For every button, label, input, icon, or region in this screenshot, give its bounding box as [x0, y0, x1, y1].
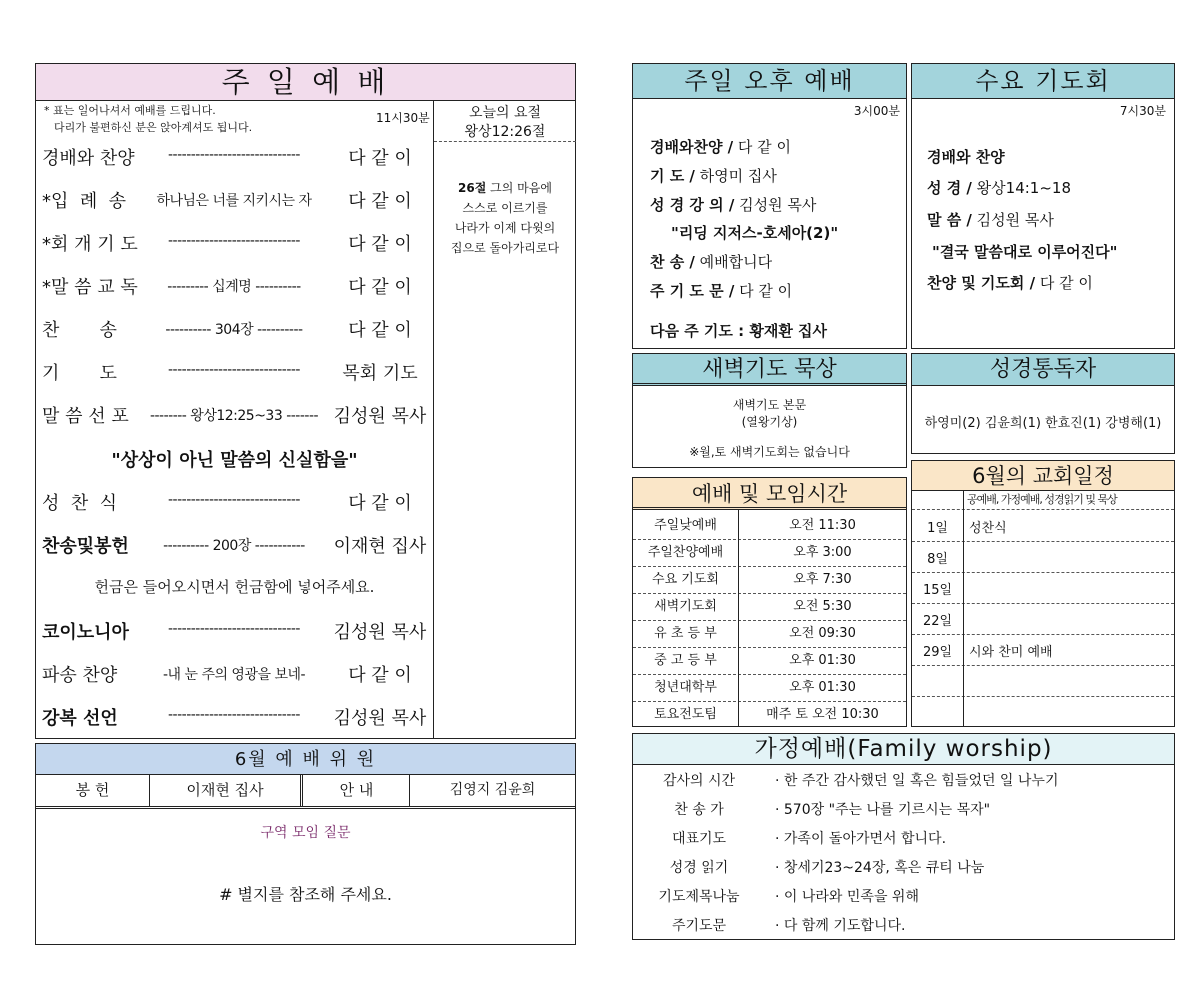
family-item-value: · 570장 "주는 나를 기르시는 목자" — [775, 802, 991, 818]
service-item-label: *말 씀 교 독 — [42, 277, 138, 298]
verse-line-3: 나라가 이제 다윗의 — [454, 221, 556, 235]
dawn-line-1: 새벽기도 본문 — [732, 398, 807, 412]
afternoon-label-2: 기 도 / — [650, 167, 695, 185]
service-item-leader: 김성원 목사 — [333, 406, 427, 427]
schedule-name: 토요전도팀 — [654, 707, 717, 722]
calendar-row-divider — [912, 696, 1174, 697]
verse-ref: 왕상12:26절 — [464, 124, 546, 140]
family-item-label: 기도제목나눔 — [658, 889, 740, 905]
service-item-detail: -내 눈 주의 영광을 보네- — [162, 667, 306, 683]
stand-note: * 표는 일어나셔서 예배를 드립니다. — [44, 104, 216, 117]
wednesday-subtitle: "결국 말씀대로 이루어진다" — [932, 243, 1118, 261]
afternoon-time: 3시00분 — [853, 104, 900, 118]
calendar-day: 29일 — [922, 645, 953, 660]
family-item-value: · 이 나라와 민족을 위해 — [775, 889, 919, 905]
family-item-label: 감사의 시간 — [662, 773, 736, 789]
meeting-schedule-panel — [632, 477, 907, 727]
wednesday-line-2 — [927, 177, 1071, 198]
afternoon-line-5 — [650, 251, 772, 272]
service-item-detail: ----------------------------- — [167, 233, 300, 249]
service-item-detail: ----------------------------- — [167, 147, 300, 163]
bible-readers-title: 성경통독자 — [912, 354, 1174, 386]
schedule-time: 매주 토 오전 10:30 — [766, 707, 879, 722]
afternoon-line-1 — [650, 136, 791, 157]
family-item-label: 성경 읽기 — [669, 860, 729, 876]
afternoon-label-6: 주 기 도 문 / — [650, 282, 735, 300]
wednesday-value-3: 김성원 목사 — [971, 211, 1054, 229]
family-item-label: 찬 송 가 — [674, 802, 724, 818]
wednesday-value-5: 다 같 이 — [1035, 274, 1093, 292]
bible-readers-names: 하영미(2) 김윤희(1) 한효진(1) 강병해(1) — [924, 416, 1162, 431]
family-item-label: 대표기도 — [671, 831, 727, 847]
meeting-schedule-title: 예배 및 모임시간 — [633, 478, 906, 510]
service-item-leader: 다 같 이 — [348, 277, 412, 298]
service-item-detail: ---------- 304장 ---------- — [165, 322, 303, 338]
next-week-prayer: 다음 주 기도 : 황재환 집사 — [650, 322, 828, 340]
calendar-column-divider — [963, 491, 964, 726]
bible-readers-panel — [911, 353, 1175, 454]
service-item-leader: 다 같 이 — [348, 191, 412, 212]
wednesday-prayer-title: 수요 기도회 — [912, 64, 1174, 99]
schedule-column-divider — [738, 510, 739, 726]
family-item-label: 주기도문 — [671, 918, 727, 934]
service-item-label: 경배와 찬양 — [42, 148, 135, 169]
service-item-label: 파송 찬양 — [42, 665, 118, 686]
wednesday-value-2: 왕상14:1~18 — [971, 179, 1071, 197]
verse-line-1 — [434, 178, 576, 198]
service-item-leader: 다 같 이 — [348, 665, 412, 686]
schedule-name: 새벽기도회 — [654, 599, 717, 614]
wednesday-label-5: 찬양 및 기도회 / — [927, 274, 1036, 292]
afternoon-value-1: 다 같 이 — [733, 138, 791, 156]
calendar-event: 성찬식 — [969, 521, 1007, 536]
service-item-leader: 목회 기도 — [342, 363, 418, 384]
service-item-detail: 하나님은 너를 지키시는 자 — [156, 193, 312, 209]
service-item-detail: -------- 왕상12:25~33 ------- — [149, 408, 319, 424]
verse-title: 오늘의 요절 — [468, 105, 542, 121]
family-item-value: · 가족이 돌아가면서 합니다. — [775, 831, 947, 847]
service-item-detail: ----------------------------- — [167, 492, 300, 508]
wednesday-prayer-panel — [911, 63, 1175, 349]
calendar-row-divider — [912, 572, 1174, 573]
calendar-event: 시와 찬미 예배 — [969, 645, 1053, 660]
schedule-name: 주일찬양예배 — [647, 545, 724, 560]
dawn-prayer-title: 새벽기도 묵상 — [633, 354, 906, 386]
calendar-row-divider — [912, 603, 1174, 604]
service-item-label: 말 씀 선 포 — [42, 406, 129, 427]
verse-text — [434, 178, 576, 258]
sunday-worship-panel — [35, 63, 576, 739]
wednesday-line-5 — [927, 272, 1093, 293]
service-item-leader: 김성원 목사 — [333, 622, 427, 643]
calendar-header: 공예배, 가정예배, 성경읽기 및 묵상 — [967, 493, 1117, 506]
wednesday-line-1: 경배와 찬양 — [927, 148, 1005, 166]
service-item-detail: ----------------------------- — [167, 362, 300, 378]
service-item-detail: ----------------------------- — [167, 621, 300, 637]
afternoon-line-3 — [650, 194, 816, 215]
sunday-time: 11시30분 — [376, 111, 430, 125]
service-item-label: *회 개 기 도 — [42, 234, 138, 255]
afternoon-line-6 — [650, 280, 792, 301]
service-item-leader: 다 같 이 — [348, 493, 412, 514]
service-item-label: 강복 선언 — [42, 708, 118, 729]
offering-name: 이재현 집사 — [150, 775, 303, 806]
sermon-title: "상상이 아닌 말씀의 신실함을" — [111, 450, 358, 471]
group-question-note: # 별지를 참조해 주세요. — [219, 885, 392, 904]
verse-bold: 26절 — [458, 181, 487, 195]
family-worship-panel — [632, 733, 1175, 940]
service-item-label: 찬송및봉헌 — [42, 536, 129, 557]
verse-divider — [434, 141, 576, 142]
schedule-name: 주일낮예배 — [654, 518, 717, 533]
schedule-time: 오후 3:00 — [793, 545, 852, 560]
verse-line-4: 집으로 돌아가리로다 — [450, 241, 560, 255]
service-item-detail: ---------- 200장 ----------- — [163, 538, 305, 554]
calendar-day: 1일 — [927, 521, 948, 536]
afternoon-subtitle: "리딩 지저스-호세아(2)" — [671, 224, 839, 242]
afternoon-value-5: 예배합니다 — [694, 253, 773, 271]
service-item-detail: ----------------------------- — [167, 707, 300, 723]
schedule-name: 중 고 등 부 — [654, 653, 717, 668]
service-item-leader: 다 같 이 — [348, 320, 412, 341]
committee-row — [36, 775, 575, 809]
schedule-name: 수요 기도회 — [652, 572, 719, 587]
calendar-day: 22일 — [922, 614, 953, 629]
schedule-time: 오후 01:30 — [789, 680, 856, 695]
schedule-name: 청년대학부 — [654, 680, 717, 695]
offering-note: 헌금은 들어오시면서 헌금함에 넣어주세요. — [94, 578, 375, 596]
service-item-label: *입 례 송 — [42, 191, 127, 212]
afternoon-label-3: 성 경 강 의 / — [650, 196, 735, 214]
wednesday-time: 7시30분 — [1119, 104, 1166, 118]
schedule-name: 유 초 등 부 — [654, 626, 717, 641]
wednesday-line-3 — [927, 209, 1054, 230]
sitting-note: 다리가 불편하신 분은 앉아계셔도 됩니다. — [54, 121, 253, 134]
calendar-day: 8일 — [927, 552, 948, 567]
service-item-label: 기 도 — [42, 363, 117, 384]
afternoon-label-5: 찬 송 / — [650, 253, 695, 271]
guide-label: 안 내 — [304, 775, 410, 806]
wednesday-label-2: 성 경 / — [927, 179, 972, 197]
schedule-time: 오후 7:30 — [793, 572, 852, 587]
committee-panel — [35, 743, 576, 945]
sunday-worship-title: 주 일 예 배 — [36, 64, 575, 101]
service-item-leader: 다 같 이 — [348, 148, 412, 169]
dawn-line-2: (열왕기상) — [741, 415, 798, 429]
offering-label: 봉 헌 — [36, 775, 150, 806]
committee-title: 6월 예 배 위 원 — [36, 744, 575, 775]
family-worship-title: 가정예배(Family worship) — [633, 734, 1174, 765]
schedule-time: 오전 5:30 — [793, 599, 852, 614]
service-item-label: 코이노니아 — [42, 622, 129, 643]
wednesday-label-3: 말 씀 / — [927, 211, 972, 229]
service-item-detail: --------- 십계명 ---------- — [167, 279, 301, 295]
church-calendar-title: 6월의 교회일정 — [912, 461, 1174, 491]
afternoon-worship-title: 주일 오후 예배 — [633, 64, 906, 99]
afternoon-value-3: 김성원 목사 — [734, 196, 817, 214]
family-item-value: · 다 함께 기도합니다. — [775, 918, 906, 934]
guide-names: 김영지 김윤희 — [449, 782, 536, 798]
afternoon-value-6: 다 같 이 — [734, 282, 793, 300]
verse-line-2: 스스로 이르기를 — [462, 201, 548, 215]
family-item-value: · 창세기23~24장, 혹은 큐티 나눔 — [775, 860, 985, 876]
afternoon-worship-panel — [632, 63, 907, 349]
calendar-row-divider — [912, 665, 1174, 666]
group-question-title: 구역 모임 질문 — [260, 825, 351, 841]
calendar-row-divider — [912, 634, 1174, 635]
calendar-row-divider — [912, 541, 1174, 542]
schedule-time: 오후 01:30 — [789, 653, 856, 668]
schedule-time: 오전 11:30 — [789, 518, 856, 533]
dawn-prayer-panel — [632, 353, 907, 468]
service-item-label: 찬 송 — [42, 320, 117, 341]
calendar-day: 15일 — [922, 583, 953, 598]
calendar-header-divider — [912, 509, 1174, 510]
verse-line-1-text: 그의 마음에 — [486, 181, 552, 195]
afternoon-line-2 — [650, 165, 777, 186]
service-item-label: 성 찬 식 — [42, 493, 118, 514]
church-calendar-panel — [911, 460, 1175, 727]
service-item-leader: 다 같 이 — [348, 234, 412, 255]
service-item-leader: 이재현 집사 — [333, 536, 427, 557]
afternoon-value-2: 하영미 집사 — [694, 167, 777, 185]
family-item-value: · 한 주간 감사했던 일 혹은 힘들었던 일 나누기 — [775, 773, 1059, 789]
dawn-line-3: ※월,토 새벽기도회는 없습니다 — [689, 445, 850, 459]
afternoon-label-1: 경배와찬양 / — [650, 138, 734, 156]
service-item-leader: 김성원 목사 — [333, 708, 427, 729]
schedule-time: 오전 09:30 — [789, 626, 856, 641]
